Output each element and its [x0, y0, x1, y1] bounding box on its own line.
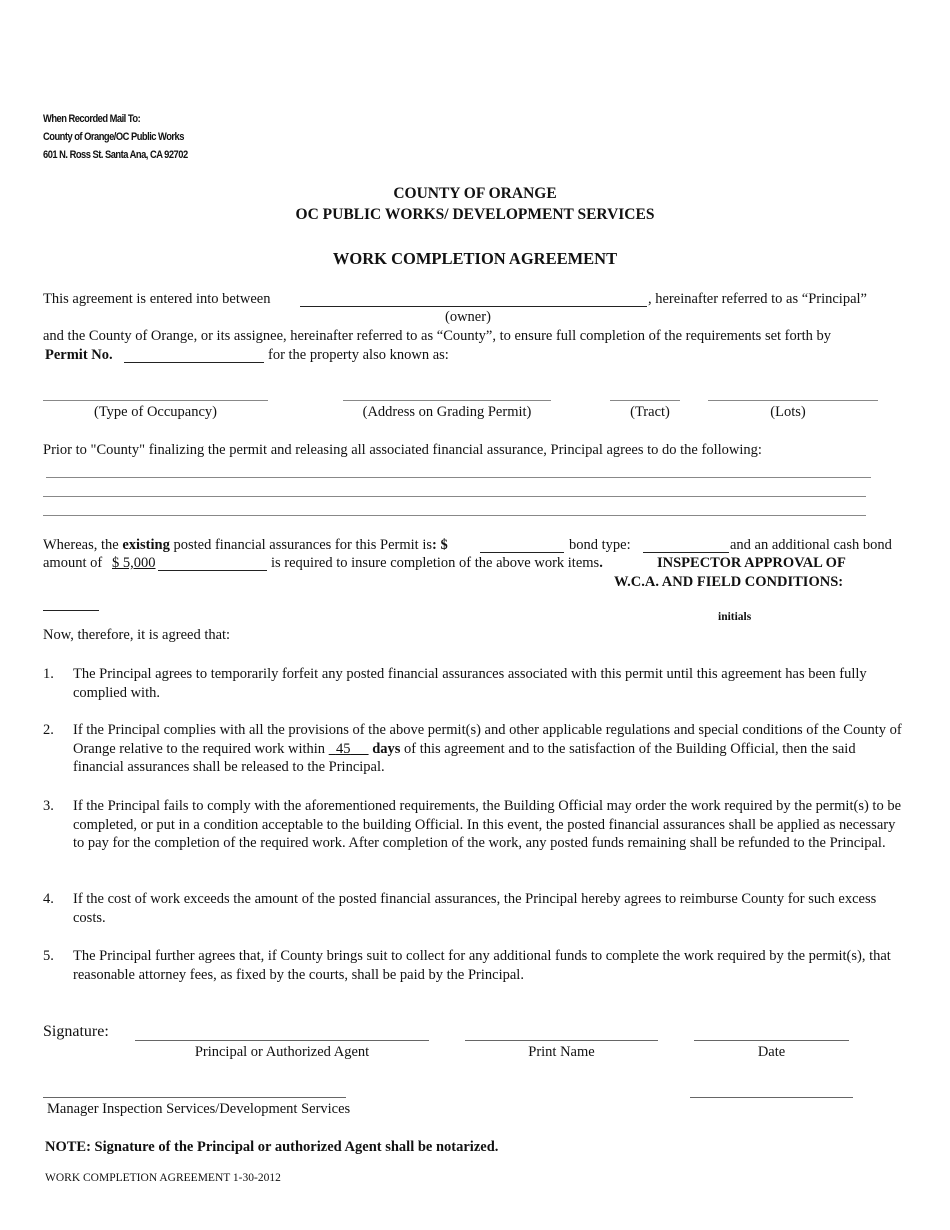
occupancy-label: (Type of Occupancy) — [94, 404, 217, 420]
owner-label: (owner) — [445, 309, 491, 325]
whereas-part1: Whereas, the — [43, 537, 123, 553]
print-name-line[interactable] — [465, 1040, 658, 1041]
address-line[interactable] — [343, 400, 551, 401]
clause-number: 3. — [43, 798, 54, 814]
manager-label: Manager Inspection Services/Development Services — [47, 1101, 351, 1117]
permit-number-line[interactable] — [124, 362, 264, 363]
days-label: days — [372, 740, 401, 757]
initials-line[interactable] — [43, 610, 99, 611]
document-title: WORK COMPLETION AGREEMENT — [332, 249, 618, 268]
days-value — [329, 741, 369, 757]
print-name-label: Print Name — [528, 1044, 595, 1060]
intro-text: This agreement is entered into between — [43, 291, 271, 307]
now-therefore: Now, therefore, it is agreed that: — [43, 627, 231, 643]
clause-text: The Principal further agrees that, if County brings suit to collect for any additional funds to complete the work required by the permit(s), that reasonable attorney fees, as fixed by the courts, shall be paid by the Principal. — [73, 948, 891, 983]
clause-text — [73, 721, 903, 777]
clause-number: 1. — [43, 666, 54, 682]
form-footer: WORK COMPLETION AGREEMENT 1-30-2012 — [45, 1172, 281, 1184]
tract-label: (Tract) — [630, 404, 670, 420]
tract-line[interactable] — [610, 400, 680, 401]
clause-2-text-a: If the Principal complies with all the provisions of the above permit(s) and other applicable regulations and special conditions of the County of Orange relative to the required work within — [73, 722, 902, 757]
permit-label: Permit No. — [45, 347, 113, 363]
clause-text: The Principal agrees to temporarily forfeit any posted financial assurances associated with this permit until this agreement has been fully complied with. — [73, 666, 867, 701]
clause-text: If the Principal fails to comply with the aforementioned requirements, the Building Official may order the work required by the permit(s) to be completed, or put in a condition acceptable to the building Official. In this event, the posted financial assurances shall be applied as necessary to pay for the completion of the required work. After completion of the work, any posted funds remaining shall be refunded to the Principal. — [73, 798, 902, 851]
clause-number: 4. — [43, 891, 54, 907]
bond-type-label: bond type: — [569, 537, 631, 553]
days-value-number: 45 — [335, 740, 351, 757]
whereas-part2: posted financial assurances for this Permit is — [169, 537, 432, 553]
prior-text: Prior to "County" finalizing the permit and releasing all associated financial assurance, Principal agrees to do the following: — [43, 442, 762, 458]
colon-dollar: : $ — [432, 537, 448, 553]
date-label: Date — [757, 1044, 786, 1060]
inspector-approval-line1: INSPECTOR APPROVAL OF — [657, 555, 846, 571]
required-text-main: is required to insure completion of the above work items — [271, 555, 600, 571]
clause-text: If the cost of work exceeds the amount of the posted financial assurances, the Principal hereby agrees to reimburse County for such excess costs. — [73, 891, 877, 926]
occupancy-line[interactable] — [43, 400, 268, 401]
amount-value: $ 5,000 — [112, 555, 156, 571]
clause-number: 2. — [43, 722, 54, 738]
principal-suffix: , hereinafter referred to as “Principal” — [648, 291, 867, 307]
whereas-line-1 — [43, 537, 448, 554]
principal-label: Principal or Authorized Agent — [194, 1044, 370, 1060]
manager-signature-line[interactable] — [43, 1097, 346, 1098]
work-item-line-2[interactable] — [43, 496, 866, 497]
existing-word: existing — [122, 537, 170, 553]
lots-line[interactable] — [708, 400, 878, 401]
permit-suffix: for the property also known as: — [268, 347, 449, 363]
county-text: and the County of Orange, or its assignee, hereinafter referred to as “County”, to ensure full completion of the requirements set forth by — [43, 328, 831, 344]
agency-heading: COUNTY OF ORANGE — [393, 185, 557, 202]
signature-label: Signature: — [43, 1023, 109, 1040]
required-text — [271, 555, 603, 572]
address-label: (Address on Grading Permit) — [362, 404, 532, 420]
notary-note: NOTE: Signature of the Principal or authorized Agent shall be notarized. — [45, 1139, 499, 1155]
cash-bond-text: and an additional cash bond — [730, 537, 892, 553]
mail-to-line3: 601 N. Ross St. Santa Ana, CA 92702 — [43, 149, 188, 161]
work-item-line-1[interactable] — [46, 477, 871, 478]
manager-date-line[interactable] — [690, 1097, 853, 1098]
work-item-line-3[interactable] — [43, 515, 866, 516]
mail-to-line2: County of Orange/OC Public Works — [43, 131, 184, 143]
inspector-approval-line2: W.C.A. AND FIELD CONDITIONS: — [614, 574, 844, 590]
principal-signature-line[interactable] — [135, 1040, 429, 1041]
amount-of-label: amount of — [43, 555, 103, 571]
initials-label: initials — [718, 611, 752, 623]
department-heading: OC PUBLIC WORKS/ DEVELOPMENT SERVICES — [295, 206, 655, 223]
required-period: . — [599, 555, 603, 571]
owner-name-line[interactable] — [300, 306, 647, 307]
date-line[interactable] — [694, 1040, 849, 1041]
clause-2-text-b: of this agreement and to the satisfaction of the Building Official, then the said financial assurances shall be released to the Principal. — [73, 740, 856, 775]
bond-type-line[interactable] — [643, 552, 729, 553]
amount-line[interactable] — [158, 570, 267, 571]
lots-label: (Lots) — [770, 404, 806, 420]
existing-amount-line[interactable] — [480, 552, 564, 553]
mail-to-line1: When Recorded Mail To: — [43, 113, 141, 125]
clause-number: 5. — [43, 948, 54, 964]
